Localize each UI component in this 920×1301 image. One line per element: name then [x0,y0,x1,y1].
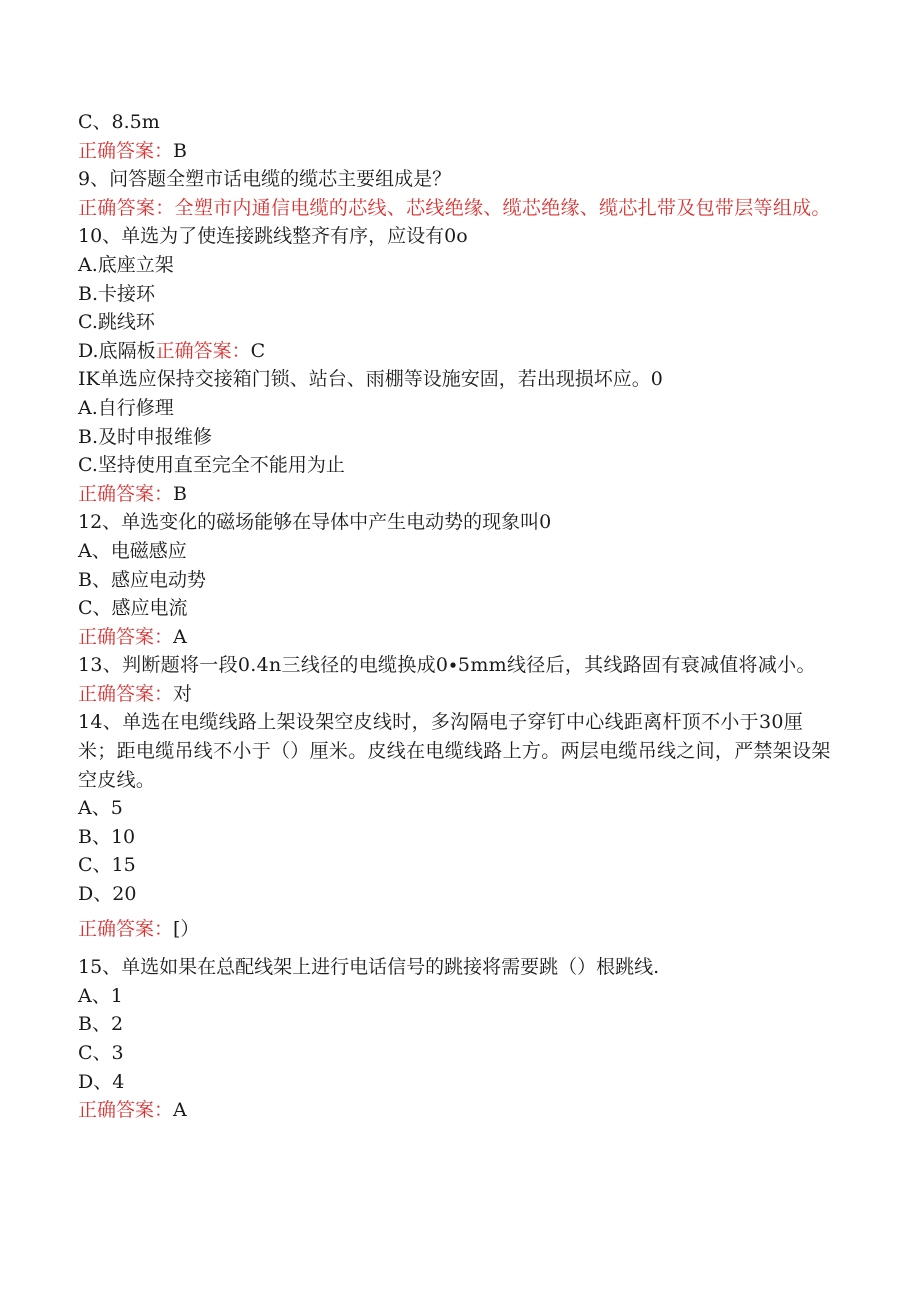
answer-label: 正确答案： [78,917,174,940]
option-line: B.及时申报维修 [78,425,213,448]
answer-label: 正确答案： [78,682,174,705]
option-line: B、感应电动势 [78,568,206,591]
option-line: A、电磁感应 [78,539,187,562]
question-line: 14、单选在电缆线路上架设架空皮线时，多沟隔电子穿钉中心线距离杆顶不小于30厘米；距电缆吊线不小于（）厘米。皮线在电缆线路上方。两层电缆吊线之间，严禁架设架空皮线。 [78,711,831,791]
option-line: C.跳线环 [78,311,155,334]
answer-label: 正确答案： [78,1099,174,1122]
question-line: 15、单选如果在总配线架上进行电话信号的跳接将需要跳（）根跳线. [78,956,660,979]
answer-value: 对 [173,682,193,705]
answer-line [78,480,838,509]
option-line: D、20 [78,883,137,906]
option-line: C、8.5m [78,111,160,133]
answer-line [78,1096,838,1125]
question-line: IK单选应保持交接箱门锁、站台、雨棚等设施安固，若出现损坏应。0 [78,368,663,391]
option-line: C.坚持使用直至完全不能用为止 [78,454,345,477]
answer-value: B [173,482,187,505]
option-line: D、4 [78,1070,125,1093]
answer-value: C [250,339,266,362]
answer-label: 正确答案： [155,339,251,362]
answer-value: [） [173,917,200,940]
option-answer-line [78,337,838,366]
question-line: 13、判断题将一段0.4n三线径的电缆换成0∙5mm线径后，其线路固有衰减值将减小。 [78,654,816,677]
option-line: A、1 [78,984,123,1007]
question-line: 10、单选为了使连接跳线整齐有序，应设有0o [78,225,468,248]
answer-value: B [173,139,187,162]
question-line: 12、单选变化的磁场能够在导体中产生电动势的现象叫0 [78,511,552,534]
option-line: A、5 [78,797,123,820]
option-line: B、2 [78,1013,124,1036]
option-line: C、15 [78,854,136,877]
option-line: A.底座立架 [78,253,174,276]
answer-label: 正确答案： [78,482,174,505]
option-line: C、3 [78,1042,124,1064]
answer-label: 正确答案： [78,196,175,219]
option-line: A.自行修理 [78,396,174,419]
option-text: D.底隔板 [78,339,156,362]
question-line: 9、问答题全塑市话电缆的缆芯主要组成是？ [78,168,452,191]
answer-line [78,623,838,652]
answer-line [78,915,838,944]
option-line: C、感应电流 [78,597,188,620]
answer-line [78,194,838,223]
document-body [78,108,838,1125]
answer-line [78,680,838,709]
answer-value: 全塑市内通信电缆的芯线、芯线绝缘、缆芯绝缘、缆芯扎带及包带层等组成。 [174,196,831,219]
answer-label: 正确答案： [78,625,174,648]
answer-line [78,137,838,166]
answer-value: A [173,625,187,648]
option-line: B、10 [78,825,136,848]
answer-label: 正确答案： [78,139,174,162]
option-line: B.卡接环 [78,282,156,305]
answer-value: A [173,1099,187,1122]
